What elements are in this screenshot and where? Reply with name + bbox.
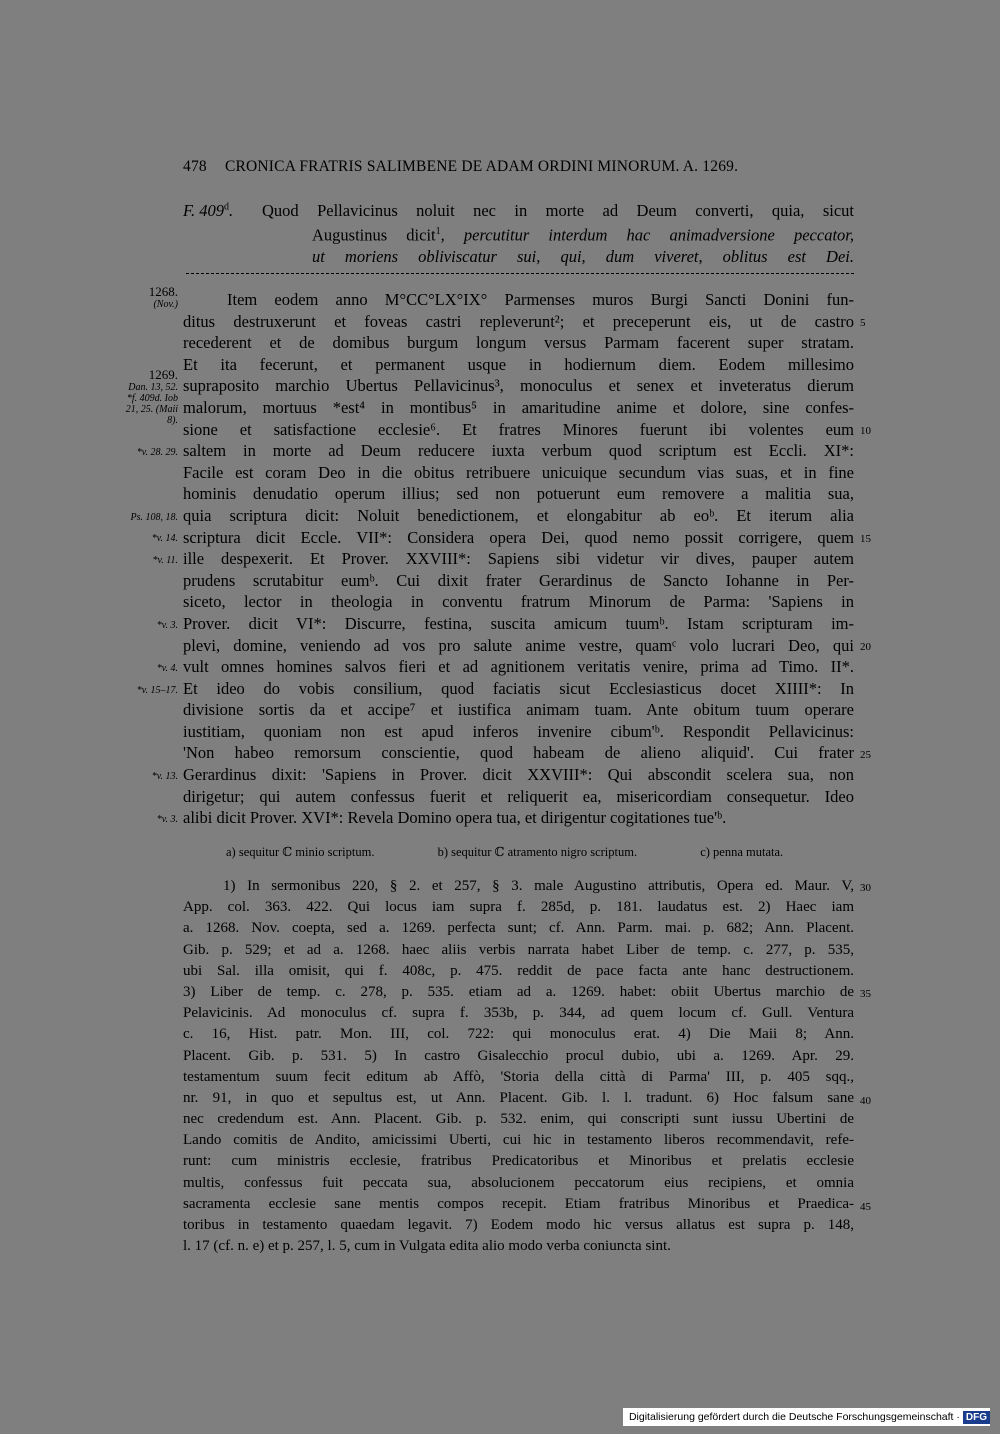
line-number: 35	[860, 988, 871, 1000]
line-number: 25	[860, 749, 871, 761]
margin-note: *v. 3.	[156, 620, 178, 631]
footnote-line: Lando comitis de Andito, amicissimi Uberti, cui hic in testamento liberos recommendavit, refe-	[183, 1132, 854, 1149]
text-line: dirigetur; qui autem confessus fuerit et reliquerit ea, misericordiam consequetur. Ideo	[183, 786, 854, 806]
footnote-line: App. col. 363. 422. Qui locus iam supra f. 285d, p. 181. laudatus est. 2) Haec iam	[183, 899, 854, 916]
text-line: siceto, lector in theologia in conventu fratrum Minorum de Parma: 'Sapiens in	[183, 592, 854, 612]
footnote-line: ubi Sal. illa omisit, qui f. 408c, p. 475. reddit de pace facta ante hanc destructionem.	[183, 962, 854, 979]
footnote-line: a. 1268. Nov. coepta, sed a. 1269. perfecta sunt; cf. Ann. Parm. mai. p. 682; Ann. Placent.	[183, 920, 854, 937]
text-line: hominis denudatio operum illius; sed non potuerunt eum removere a malitia sua,	[183, 484, 854, 504]
text-line: plevi, domine, veniendo ad vos pro salute anime vestre, quamᶜ volo lucrari Deo, qui	[183, 635, 854, 655]
footnote-line: nr. 91, in quo et sepultus est, ut Ann. Placent. Gib. l. l. tradunt. 6) Hoc falsum sane	[183, 1089, 854, 1106]
running-header	[183, 158, 853, 176]
main-text	[183, 289, 854, 829]
text-line: ditus destruxerunt et foveas castri repleverunt²; et preceperunt eis, ut de castro	[183, 311, 854, 331]
margin-note: *v. 15–17.	[136, 685, 178, 696]
line-number: 20	[860, 641, 871, 653]
line-number: 40	[860, 1095, 871, 1107]
line-number: 30	[860, 882, 871, 894]
dfg-logo: DFG	[963, 1411, 990, 1424]
footnote-line: Pelavicinis. Ad monoculus cf. supra f. 353b, p. 344, ad quem locum cf. Gull. Ventura	[183, 1005, 854, 1022]
heading-line: Quod Pellavicinus noluit nec in morte ad Deum converti, quia, sicut	[262, 201, 854, 220]
heading-line: Augustinus dicit$^1$, percutitur interdum hac animadversione peccator,	[312, 225, 854, 245]
text-line: saltem in morte ad Deum reducere iuxta verbum quod scriptum est Eccli. XI*:	[183, 441, 854, 461]
margin-note: *v. 28. 29.	[136, 447, 178, 458]
footnote-line: 1) In sermonibus 220, § 2. et 257, § 3. male Augustino attributis, Opera ed. Maur. V,	[223, 878, 854, 894]
line-number: 45	[860, 1201, 871, 1213]
heading-line: ut moriens obliviscatur sui, qui, dum viveret, oblitus est Dei.	[312, 246, 854, 266]
text-line: malorum, mortuus *est⁴ in montibus⁵ in amaritudine anime et dolore, sine confes-	[183, 397, 854, 417]
running-title: CRONICA FRATRIS SALIMBENE DE ADAM ORDINI MINORUM. A. 1269.	[224, 158, 739, 175]
text-line: iustitiam, quoniam non est apud inferos invenire cibum'ᵇ. Respondit Pellavicinus:	[183, 721, 854, 741]
line-number: 15	[860, 533, 871, 545]
text-line: vult omnes homines salvos fieri et ad agnitionem veritatis venire, prima ad Timo. II*.	[183, 657, 854, 677]
margin-note: *v. 13.	[151, 771, 178, 782]
footnote-line: multis, confessus fuit peccata sua, absolucionem peccatorum eius recipiens, et omnia	[183, 1174, 854, 1191]
text-line: ille despexerit. Et Prover. XXVIII*: Sapiens sibi videtur vir dives, pauper autem	[183, 549, 854, 569]
line-number: 10	[860, 425, 871, 437]
text-line: 'Non habeo remorsum conscientie, quod habeam de alieno aliquid'. Cui frater	[183, 743, 854, 763]
text-line: Prover. dicit VI*: Discurre, festina, suscita amicum tuumᵇ. Istam scripturam im-	[183, 613, 854, 633]
page-number: 478	[183, 158, 207, 175]
variant-note: c) penna mutata.	[700, 845, 784, 859]
footnotes	[183, 876, 854, 1257]
folio-label: F. 409$^d$.	[183, 201, 234, 220]
digitization-credit: Digitalisierung gefördert durch die Deutsche Forschungsgemeinschaft · DFG	[623, 1408, 990, 1426]
text-line: Item eodem anno M°CC°LX°IX° Parmenses muros Burgi Sancti Donini fun-	[227, 290, 854, 309]
variant-note: a) sequitur ℂ minio scriptum.	[226, 845, 375, 859]
text-line: Et ideo do vobis consilium, quod faciatis sicut Ecclesiasticus docet XIIII*: In	[183, 678, 854, 698]
text-line: alibi dicit Prover. XVI*: Revela Domino opera tua, et dirigentur cogitationes tue'ᵇ.	[183, 808, 727, 828]
text-line: recederent et de domibus burgum longum versus Parmam facerent super stratam.	[183, 333, 854, 353]
margin-note: *v. 14.	[151, 533, 178, 544]
text-line: sione et satisfactione ecclesie⁶. Et fratres Minores fuerunt ibi volentes eum	[183, 419, 854, 439]
textual-variants	[226, 844, 856, 860]
footnote-line: toribus in testamento quaedam legavit. 7) Eodem modo hic versus allatus est supra p. 148,	[183, 1217, 854, 1233]
footnote-line: nec credendum est. Ann. Placent. Gib. p. 532. enim, qui conscripti sunt iussu Ubertini de	[183, 1111, 854, 1128]
text-line: quia scriptura dicit: Noluit benedictionem, et elongabitur ab eoᵇ. Et iterum alia	[183, 505, 854, 525]
text-line: scriptura dicit Eccle. VII*: Considera opera Dei, quod nemo possit corrigere, quem	[183, 527, 854, 547]
text-line: Gerardinus dixit: 'Sapiens in Prover. dicit XXVIII*: Qui abscondit scelera sua, non	[183, 765, 854, 785]
margin-note: 1269. Dan. 13, 52. *f. 409d. Iob 21, 25. (Maii 8).	[125, 367, 178, 426]
margin-note: *v. 3.	[156, 814, 178, 825]
section-divider	[186, 273, 854, 274]
text-line: Et ita fecerunt, et permanent usque in hodiernum diem. Eodem millesimo	[183, 354, 854, 374]
chapter-heading	[262, 200, 854, 267]
text-line: prudens scrutabitur eumᵇ. Cui dixit frater Gerardinus de Sancto Iohanne in Per-	[183, 570, 854, 590]
footnote-line: testamentum suum fecit editum ab Affò, 'Storia della città di Parma' III, p. 405 sqq.,	[183, 1068, 854, 1085]
margin-note: Ps. 108, 18.	[130, 512, 178, 523]
footnote-line: runt: cum ministris ecclesie, fratribus Predicatoribus et Minoribus et prelatis ecclesie	[183, 1153, 854, 1170]
margin-note: 1268. (Nov.)	[148, 284, 178, 310]
footnote-line: l. 17 (cf. n. e) et p. 257, l. 5, cum in Vulgata edita alio modo verba coniuncta sint.	[183, 1238, 671, 1255]
footnote-line: Placent. Gib. p. 531. 5) In castro Gisalecchio procul dubio, ubi a. 1269. Apr. 29.	[183, 1047, 854, 1064]
footnote-line: Gib. p. 529; et ad a. 1268. haec aliis verbis narrata habet Liber de temp. c. 277, p. 535,	[183, 941, 854, 958]
text-line: divisione sortis da et accipe⁷ et iustifica animam tuam. Ante obitum tuum operare	[183, 700, 854, 720]
margin-note: *v. 4.	[156, 663, 178, 674]
text-line: Facile est coram Deo in die obitus retribuere unicuique secundum vias suas, et in fine	[183, 462, 854, 482]
variant-note: b) sequitur ℂ atramento nigro scriptum.	[437, 845, 638, 859]
footnote-line: sacramenta ecclesie sane mentis compos recepit. Etiam fratribus Minoribus et Praedica-	[183, 1195, 854, 1212]
footnote-line: c. 16, Hist. patr. Mon. III, col. 722: qui monoculus erat. 4) Die Maii 8; Ann.	[183, 1026, 854, 1043]
footnote-line: 3) Liber de temp. c. 278, p. 535. etiam ad a. 1269. habet: obiit Ubertus marchio de	[183, 983, 854, 1000]
text-line: supraposito marchio Ubertus Pellavicinus³, monoculus et senex et inveteratus dierum	[183, 376, 854, 396]
line-number: 5	[860, 317, 866, 329]
margin-note: *v. 11.	[152, 555, 178, 566]
